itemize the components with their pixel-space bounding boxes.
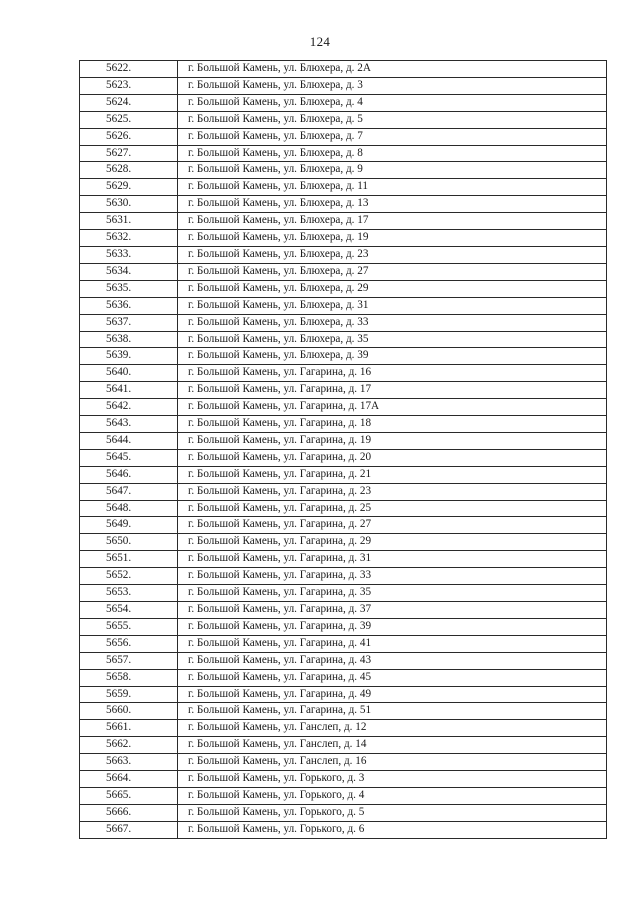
- table-row: [80, 483, 607, 500]
- row-number-cell: 5657.: [80, 652, 178, 669]
- row-number-cell: 5642.: [80, 399, 178, 416]
- row-number-cell: 5666.: [80, 804, 178, 821]
- address-cell: г. Большой Камень, ул. Блюхера, д. 9: [178, 162, 607, 179]
- table-row: [80, 230, 607, 247]
- row-number-cell: 5655.: [80, 618, 178, 635]
- address-cell: г. Большой Камень, ул. Горького, д. 6: [178, 821, 607, 838]
- table-row: [80, 449, 607, 466]
- row-number-cell: 5663.: [80, 754, 178, 771]
- address-cell: г. Большой Камень, ул. Блюхера, д. 31: [178, 297, 607, 314]
- address-cell: г. Большой Камень, ул. Блюхера, д. 7: [178, 128, 607, 145]
- row-number-cell: 5656.: [80, 635, 178, 652]
- table-row: [80, 365, 607, 382]
- address-cell: г. Большой Камень, ул. Гагарина, д. 35: [178, 585, 607, 602]
- row-number-cell: 5667.: [80, 821, 178, 838]
- table-row: [80, 145, 607, 162]
- row-number-cell: 5635.: [80, 280, 178, 297]
- address-cell: г. Большой Камень, ул. Гагарина, д. 31: [178, 551, 607, 568]
- table-row: [80, 399, 607, 416]
- row-number-cell: 5634.: [80, 263, 178, 280]
- address-cell: г. Большой Камень, ул. Гагарина, д. 16: [178, 365, 607, 382]
- row-number-cell: 5661.: [80, 720, 178, 737]
- address-cell: г. Большой Камень, ул. Ганслеп, д. 12: [178, 720, 607, 737]
- table-row: [80, 314, 607, 331]
- address-cell: г. Большой Камень, ул. Блюхера, д. 35: [178, 331, 607, 348]
- table-row: [80, 179, 607, 196]
- table-row: [80, 94, 607, 111]
- row-number-cell: 5638.: [80, 331, 178, 348]
- row-number-cell: 5652.: [80, 568, 178, 585]
- row-number-cell: 5640.: [80, 365, 178, 382]
- address-cell: г. Большой Камень, ул. Блюхера, д. 2А: [178, 61, 607, 78]
- table-row: [80, 280, 607, 297]
- row-number-cell: 5632.: [80, 230, 178, 247]
- table-row: [80, 162, 607, 179]
- row-number-cell: 5662.: [80, 737, 178, 754]
- address-cell: г. Большой Камень, ул. Блюхера, д. 39: [178, 348, 607, 365]
- address-cell: г. Большой Камень, ул. Горького, д. 3: [178, 771, 607, 788]
- table-row: [80, 635, 607, 652]
- address-cell: г. Большой Камень, ул. Блюхера, д. 19: [178, 230, 607, 247]
- address-cell: г. Большой Камень, ул. Гагарина, д. 39: [178, 618, 607, 635]
- table-row: [80, 246, 607, 263]
- address-cell: г. Большой Камень, ул. Блюхера, д. 29: [178, 280, 607, 297]
- table-row: [80, 297, 607, 314]
- address-cell: г. Большой Камень, ул. Гагарина, д. 18: [178, 416, 607, 433]
- address-cell: г. Большой Камень, ул. Гагарина, д. 25: [178, 500, 607, 517]
- table-row: [80, 787, 607, 804]
- address-cell: г. Большой Камень, ул. Блюхера, д. 11: [178, 179, 607, 196]
- address-cell: г. Большой Камень, ул. Гагарина, д. 45: [178, 669, 607, 686]
- address-cell: г. Большой Камень, ул. Блюхера, д. 3: [178, 77, 607, 94]
- row-number-cell: 5644.: [80, 432, 178, 449]
- table-row: [80, 432, 607, 449]
- row-number-cell: 5624.: [80, 94, 178, 111]
- row-number-cell: 5641.: [80, 382, 178, 399]
- table-row: [80, 720, 607, 737]
- row-number-cell: 5651.: [80, 551, 178, 568]
- table-row: [80, 804, 607, 821]
- address-table: [79, 60, 607, 839]
- table-row: [80, 331, 607, 348]
- address-cell: г. Большой Камень, ул. Гагарина, д. 20: [178, 449, 607, 466]
- table-row: [80, 771, 607, 788]
- table-row: [80, 382, 607, 399]
- address-cell: г. Большой Камень, ул. Гагарина, д. 23: [178, 483, 607, 500]
- address-cell: г. Большой Камень, ул. Гагарина, д. 19: [178, 432, 607, 449]
- table-row: [80, 602, 607, 619]
- row-number-cell: 5633.: [80, 246, 178, 263]
- row-number-cell: 5664.: [80, 771, 178, 788]
- address-cell: г. Большой Камень, ул. Горького, д. 5: [178, 804, 607, 821]
- table-row: [80, 754, 607, 771]
- address-cell: г. Большой Камень, ул. Гагарина, д. 37: [178, 602, 607, 619]
- table-row: [80, 534, 607, 551]
- row-number-cell: 5630.: [80, 196, 178, 213]
- page-number: 124: [309, 34, 331, 49]
- address-cell: г. Большой Камень, ул. Гагарина, д. 29: [178, 534, 607, 551]
- table-row: [80, 669, 607, 686]
- address-cell: г. Большой Камень, ул. Гагарина, д. 27: [178, 517, 607, 534]
- row-number-cell: 5648.: [80, 500, 178, 517]
- table-row: [80, 585, 607, 602]
- row-number-cell: 5658.: [80, 669, 178, 686]
- address-cell: г. Большой Камень, ул. Блюхера, д. 17: [178, 213, 607, 230]
- address-cell: г. Большой Камень, ул. Гагарина, д. 41: [178, 635, 607, 652]
- row-number-cell: 5643.: [80, 416, 178, 433]
- table-row: [80, 821, 607, 838]
- row-number-cell: 5625.: [80, 111, 178, 128]
- table-row: [80, 263, 607, 280]
- table-row: [80, 416, 607, 433]
- address-cell: г. Большой Камень, ул. Блюхера, д. 4: [178, 94, 607, 111]
- address-cell: г. Большой Камень, ул. Гагарина, д. 51: [178, 703, 607, 720]
- row-number-cell: 5629.: [80, 179, 178, 196]
- address-cell: г. Большой Камень, ул. Ганслеп, д. 14: [178, 737, 607, 754]
- address-cell: г. Большой Камень, ул. Блюхера, д. 13: [178, 196, 607, 213]
- table-row: [80, 500, 607, 517]
- row-number-cell: 5660.: [80, 703, 178, 720]
- row-number-cell: 5631.: [80, 213, 178, 230]
- address-cell: г. Большой Камень, ул. Блюхера, д. 5: [178, 111, 607, 128]
- address-cell: г. Большой Камень, ул. Ганслеп, д. 16: [178, 754, 607, 771]
- row-number-cell: 5654.: [80, 602, 178, 619]
- address-cell: г. Большой Камень, ул. Блюхера, д. 33: [178, 314, 607, 331]
- address-cell: г. Большой Камень, ул. Гагарина, д. 49: [178, 686, 607, 703]
- row-number-cell: 5646.: [80, 466, 178, 483]
- row-number-cell: 5645.: [80, 449, 178, 466]
- table-row: [80, 348, 607, 365]
- table-row: [80, 61, 607, 78]
- address-cell: г. Большой Камень, ул. Блюхера, д. 23: [178, 246, 607, 263]
- table-row: [80, 652, 607, 669]
- address-cell: г. Большой Камень, ул. Гагарина, д. 17А: [178, 399, 607, 416]
- row-number-cell: 5628.: [80, 162, 178, 179]
- table-row: [80, 213, 607, 230]
- address-cell: г. Большой Камень, ул. Гагарина, д. 43: [178, 652, 607, 669]
- table-row: [80, 686, 607, 703]
- row-number-cell: 5626.: [80, 128, 178, 145]
- row-number-cell: 5647.: [80, 483, 178, 500]
- row-number-cell: 5665.: [80, 787, 178, 804]
- row-number-cell: 5649.: [80, 517, 178, 534]
- row-number-cell: 5623.: [80, 77, 178, 94]
- row-number-cell: 5650.: [80, 534, 178, 551]
- address-cell: г. Большой Камень, ул. Гагарина, д. 21: [178, 466, 607, 483]
- table-row: [80, 466, 607, 483]
- address-cell: г. Большой Камень, ул. Блюхера, д. 8: [178, 145, 607, 162]
- table-row: [80, 568, 607, 585]
- table-row: [80, 703, 607, 720]
- address-cell: г. Большой Камень, ул. Гагарина, д. 33: [178, 568, 607, 585]
- table-row: [80, 77, 607, 94]
- table-row: [80, 128, 607, 145]
- row-number-cell: 5653.: [80, 585, 178, 602]
- row-number-cell: 5622.: [80, 61, 178, 78]
- row-number-cell: 5627.: [80, 145, 178, 162]
- row-number-cell: 5636.: [80, 297, 178, 314]
- row-number-cell: 5637.: [80, 314, 178, 331]
- table-row: [80, 551, 607, 568]
- table-row: [80, 618, 607, 635]
- row-number-cell: 5639.: [80, 348, 178, 365]
- row-number-cell: 5659.: [80, 686, 178, 703]
- address-cell: г. Большой Камень, ул. Гагарина, д. 17: [178, 382, 607, 399]
- address-cell: г. Большой Камень, ул. Блюхера, д. 27: [178, 263, 607, 280]
- address-cell: г. Большой Камень, ул. Горького, д. 4: [178, 787, 607, 804]
- table-row: [80, 737, 607, 754]
- table-row: [80, 517, 607, 534]
- table-row: [80, 111, 607, 128]
- address-table-body: [80, 61, 607, 839]
- table-row: [80, 196, 607, 213]
